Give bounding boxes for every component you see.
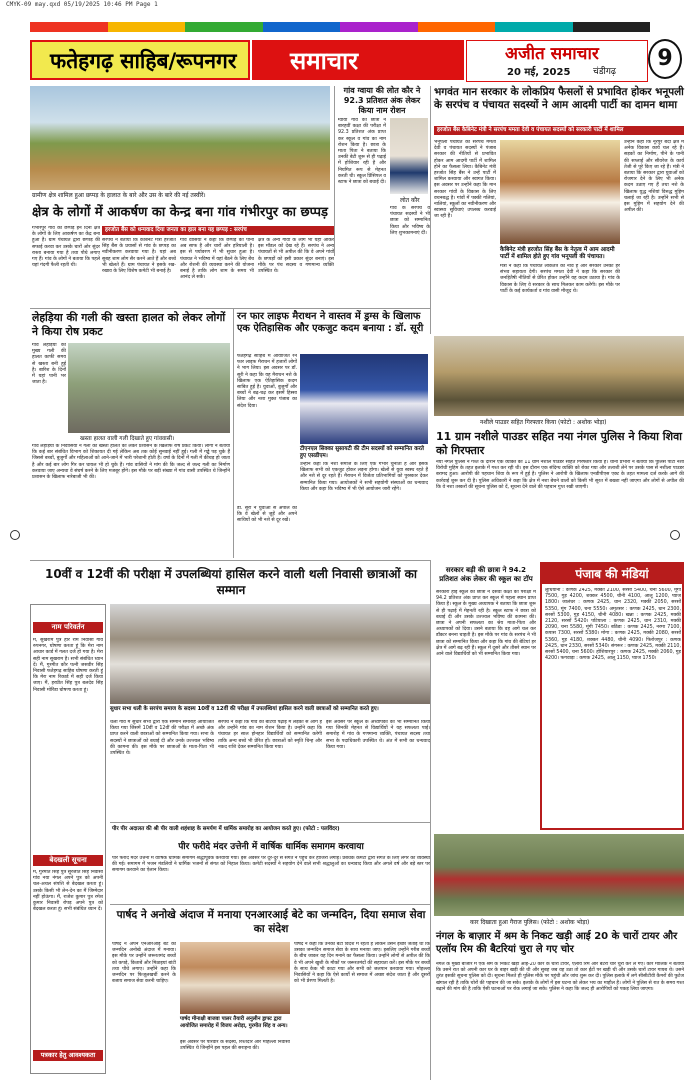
village-subhead: हरजोत बैंस को धन्यवाद दिया जनता का हाल बना यह छप्पड़ : सरपंच bbox=[102, 226, 334, 235]
village-body-4: क्षेत्र के अन्य गांवों के लोग भी यहां आकर इस मॉडल को देख रहे हैं। सरपंच ने अन्य पंचायतों से भी अपील की कि वे अपने गांवों के छप्पड़ों को इसी प्रकार सुंदर बनाएं। इस मौके पर पंच सदस्य व गणमान्य व्यक्ति उपस्थित थे। bbox=[258, 238, 334, 275]
street-caption: खस्ता हालत वाली गली दिखाते हुए गांववासी। bbox=[80, 436, 175, 442]
temple-headline: पीर फरीदे मंदर उत्तेनी में वार्षिक धार्मिक समागम करवाया bbox=[178, 842, 364, 852]
sports-photo bbox=[300, 354, 428, 444]
village-headline: क्षेत्र के लोगों में आकर्षण का केन्द्र बना गांव गंभीरपुर का छप्पड़ bbox=[32, 205, 328, 220]
village-body-2: सरपंच ने बताया कि कैबिनेट मंत्री हरजोत सिंह बैंस के प्रयासों से गांव के छप्पड़ का नवीनीकरण करवाया गया है। यहां अब सुबह शाम लोग सैर करने आते हैं और बच्चे भी खेलते हैं। ग्राम पंचायत ने इसके रख-रखाव के लिए विशेष कमेटी भी बनाई है। bbox=[102, 238, 176, 275]
students-body-2: सरपंच ने कहा कि गांव की बेटियां पढ़ाई में लड़कों से आगे हैं और उन्होंने गांव का नाम रोशन किया है। उन्होंने कहा कि पंचायत हर साल होनहार विद्यार्थियों को सम्मानित करेगी ताकि अन्य बच्चे भी प्रेरित हों। छात्राओं को स्मृति चिन्ह और नकद राशि देकर सम्मानित किया गया। bbox=[218, 720, 322, 750]
students-caption: सुधार सभा थली के सरपंच समाज के सदस्य 10वीं व 12वीं की परीक्षा में उपलब्धियां हासिल करने वाली छात्राओं को सम्मानित करते हुए। bbox=[110, 706, 379, 712]
ad-name-change-body: मैं, सुखराम पुत्र हरि राम निवासी गांव रुपनगर, घोषणा करता हूं कि मेरा नाम आधार कार्ड में गलत दर्ज हो गया है। मेरा सही नाम सुखराम है। सभी संबंधित ध्यान दें। मैं, गुरमीत कौर पत्नी जसवीर सिंह निवासी फतेहगढ़ साहिब घोषणा करती हूं कि मेरा नाम रिकार्ड में सही दर्ज किया जाए। मैं, हरप्रीत सिंह पुत्र बलदेव सिंह निवासी मोरिंडा घोषणा करता हूं। bbox=[33, 638, 103, 693]
students-headline: 10वीं व 12वीं की परीक्षा में उपलब्धियां हासिल करने वाली थली निवासी छात्राओं का सम्मान bbox=[44, 567, 417, 597]
sports-headline: रन फार लाइफ मैराथन ने वास्तव में ड्रग्स के खिलाफ एक ऐतिहासिक और एकजुट कदम बनाया : डॉ. सूरी bbox=[237, 311, 424, 335]
topper-headline: गांव ग्वाया की लोत कौर ने 92.3 प्रतिशत अंक लेकर किया नाम रोशन bbox=[343, 86, 421, 115]
temple-caption: पीर पीर अदालत की श्री पीर वाली शहंशाह के समर्पण में धार्मिक समारोह का आयोजन करते हुए। (फोटो : पलविंदर) bbox=[112, 826, 340, 832]
school-body: सरकारी हाई स्कूल की छात्रा ने दसवीं कक्षा की परीक्षा में 94.2 प्रतिशत अंक प्राप्त कर स्कूल में पहला स्थान प्राप्त किया है। स्कूल के मुख्य अध्यापक ने बताया कि छात्रा शुरू से ही पढ़ाई में मेहनती रही है। स्कूल स्टाफ ने छात्रा को बधाई दी और उसके उज्ज्वल भविष्य की कामना की। छात्रा ने अपनी सफलता का श्रेय माता-पिता और अध्यापकों को दिया। उसने बताया कि वह आगे चल कर डॉक्टर बनना चाहती है। इस मौके पर गांव के सरपंच ने भी छात्रा को सम्मानित किया और कहा कि गांव की बेटियां हर क्षेत्र में आगे बढ़ रही हैं। स्कूल में दूसरे और तीसरे स्थान पर आने वाले विद्यार्थियों को भी सम्मानित किया गया। bbox=[436, 590, 536, 658]
party-body-3: पार्षद ने कहा कि उनका बेटा विदेश में रहता है लेकिन उसने इच्छा जताई थी कि उसका जन्मदिन समाज सेवा के साथ मनाया जाए। इसलिए उन्होंने गरीब बच्चों के बीच जाकर यह दिन मनाने का फैसला किया। उन्होंने लोगों से अपील की कि वे भी अपने खुशी के मौकों पर जरूरतमंदों की सहायता करें। इस मौके पर बच्चों के साथ केक भी काटा गया और सभी को जलपान करवाया गया। मोहल्ला निवासियों ने कहा कि ऐसे कार्यों से समाज में अच्छा संदेश जाता है और दूसरों को भी प्रेरणा मिलती है। bbox=[294, 942, 430, 985]
topper-caption: लोत कौर bbox=[400, 197, 420, 204]
street-body-2: गांव लेहड़िया के निवासियों ने गली की खस्ता हालत को लेकर प्रशासन के खिलाफ रोष प्रकट किया। लोगों ने बताया कि कई बार संबंधित विभाग को शिकायत दी गई लेकिन अब तक कोई सुनवाई नहीं हुई। गली में गड्ढे पड़ चुके हैं जिससे बच्चों, बुजुर्गों और महिलाओं को आने-जाने में भारी परेशानी होती है। वर्षा के दिनों में गली में कीचड़ हो जाता है और कई बार लोग गिर कर घायल भी हो चुके हैं। गांव वासियों ने मांग की कि जल्द से जल्द गली का निर्माण करवाया जाए अन्यथा वे संघर्ष करने के लिए मजबूर होंगे। इस मौके पर बड़ी संख्या में गांव वासी उपस्थित थे जिन्होंने प्रशासन के खिलाफ नारेबाजी भी की। bbox=[32, 444, 230, 481]
ad-name-change-title: नाम परिवर्तन bbox=[33, 622, 103, 633]
section-name: समाचार bbox=[290, 47, 359, 75]
brand-name: अजीत समाचार bbox=[505, 44, 599, 64]
aap-subhead: हरजोत बैंस कैबिनेट मंत्री ने सरपंच ममता देवी व पंचायत सदस्यों को सरकारी पार्टी में शामिल bbox=[434, 126, 684, 135]
page-number: 9 bbox=[648, 39, 682, 79]
students-body-3: इस अवसर पर स्कूल के अध्यापकों को भी सम्मानित किया गया जिनकी मेहनत से विद्यार्थियों ने यह सफलता पाई। समारोह में गांव के गणमान्य व्यक्ति, पंचायत सदस्य तथा सभा के पदाधिकारी उपस्थित थे। अंत में सभी का धन्यवाद किया गया। bbox=[326, 720, 430, 750]
street-photo bbox=[68, 343, 230, 433]
aap-body-3: उन्होंने कहा कि नूरपुर बेदी क्षेत्र में अनेक विकास कार्य चल रहे हैं। सड़कों का निर्माण, पीने के पानी की सप्लाई और सीवरेज के कार्य तेजी से पूरे किए जा रहे हैं। मंत्री ने बताया कि सरकार द्वारा युवाओं को रोजगार देने के लिए भी अनेक कदम उठाए गए हैं तथा नशे के खिलाफ युद्ध नशियां विरुद्ध मुहिम चलाई जा रही है। उन्होंने सभी से इस मुहिम में सहयोग देने की अपील की। bbox=[624, 140, 684, 214]
party-body-2: इस अवसर पर परिवार के सदस्य, रिश्तेदार और मोहल्ला निवासी उपस्थित थे जिन्होंने इस पहल की सराहना की। bbox=[180, 1040, 290, 1052]
mandi-body: लुधियाना : कणक 2425, मक्की 2100, सरसों 5400, चना 5600, मूंगी 7500, गुड़ 4200, शक्कर 4500, चीनी 4100, आलू 1200, प्याज 1800। जालंधर : कणक 2425, धान 2320, मक्की 2050, सरसों 5350, मूंग 7400, चना 5550। अमृतसर : कणक 2425, धान 2300, सरसों 5300, गुड़ 4150, चीनी 4080। खन्ना : कणक 2425, मक्की 2120, सरसों 5420। पटियाला : कणक 2425, धान 2310, मक्की 2090, चना 5580, मूंगी 7450। बठिंडा : कणक 2425, नरमा 7100, कपास 7300, सरसों 5380। मोगा : कणक 2425, मक्की 2080, सरसों 5360, गुड़ 4180, शक्कर 4480, चीनी 4090। फिरोजपुर : कणक 2425, धान 2330, सरसों 5340। संगरूर : कणक 2425, मक्की 2110, सरसों 5400, चना 5600। होशियारपुर : कणक 2425, मक्की 2060, गुड़ 4200। फगवाड़ा : कणक 2425, आलू 1150, प्याज 1750। bbox=[545, 588, 681, 662]
street-body-1: गांव लेहड़िया की मुख्य गली की हालत काफी समय से खस्ता बनी हुई है। बारिश के दिनों में यहां पानी भर जाता है। bbox=[32, 343, 66, 386]
school-headline: सरकार बड़ी की छात्रा ने 94.2 प्रतिशत अंक लेकर की स्कूल का टॉप bbox=[439, 566, 533, 583]
registration-mark-left bbox=[10, 530, 20, 540]
aap-body-1: भनूपली पंचायत की सरपंच ममता देवी व पंचायत सदस्यों ने पंजाब सरकार की नीतियों से प्रभावित होकर आम आदमी पार्टी में शामिल होने का फैसला लिया। कैबिनेट मंत्री हरजोत सिंह बैंस ने उन्हें पार्टी में शामिल करवाया और स्वागत किया। इस अवसर पर उन्होंने कहा कि मान सरकार गांवों के विकास के लिए वचनबद्ध है। गांवों में पक्की गलियां, नालियां, स्कूलों का नवीनीकरण और स्वास्थ्य सुविधाएं उपलब्ध करवाई जा रही हैं। bbox=[434, 140, 496, 220]
sports-body-3: डॉ. सूरी ने युवाओं से अपील की कि वे खेलों से जुड़ें और अपने साथियों को भी नशे से दूर रखें। bbox=[237, 506, 297, 524]
region-name: फतेहगढ़ साहिब/रूपनगर bbox=[50, 49, 237, 73]
village-pond-photo bbox=[30, 86, 330, 190]
aap-group-photo bbox=[500, 140, 620, 244]
aap-caption: कैबिनेट मंत्री हरजोत सिंह बैंस के नेतृत्व में आम आदमी पार्टी में शामिल होते हुए गांव भनूपली की पंचायत। bbox=[500, 247, 615, 260]
students-photo bbox=[110, 604, 430, 704]
party-headline: पार्षद ने अनोखे अंदाज में मनाया एनआरआई बेटे का जन्मदिन, दिया समाज सेवा का संदेश bbox=[116, 909, 426, 935]
masthead bbox=[30, 38, 682, 82]
car-caption: कार दिखाता हुआ गैराज पुलिस। (फोटो : अशोक भोड़ा) bbox=[470, 919, 590, 926]
village-body-3: गांव वासियों ने कहा कि छप्पड़ का पानी अब साफ है और चारों ओर हरियाली है। इस से पर्यावरण में भी सुधार हुआ है। पंचायत ने भविष्य में यहां बैठने के लिए बेंच और रोशनी की व्यवस्था करने की योजना बनाई है ताकि लोग शाम के समय भी आनंद ले सकें। bbox=[180, 238, 254, 281]
police-headline: 11 ग्राम नशीले पाउडर सहित नया नंगल पुलिस ने किया शिवा को गिरफ्तार bbox=[436, 430, 683, 457]
sports-body-1: फतेहगढ़ साहिब में आयोजित रन फार लाइफ मैराथन में हजारों लोगों ने भाग लिया। इस अवसर पर डॉ. सूरी ने कहा कि यह मैराथन नशे के खिलाफ एक ऐतिहासिक कदम साबित हुई है। युवाओं, बुजुर्गों और बच्चों ने बढ़-चढ़ कर इसमें हिस्सा लिया और नशा मुक्त पंजाब का संदेश दिया। bbox=[237, 354, 297, 409]
edition-city: चंडीगढ़ bbox=[593, 67, 616, 77]
ad-eviction-title: बेदखली सूचना bbox=[33, 855, 103, 866]
sports-body-2: उन्होंने कहा कि नशा समाज के लिए एक गंभीर चुनौती है और इसके खिलाफ सभी को एकजुट होकर लड़ना होगा। खेलों से युवा स्वस्थ रहते हैं और नशे से दूर रहते हैं। मैराथन में विजेता प्रतिभागियों को पुरस्कार देकर सम्मानित किया गया। आयोजकों ने सभी सहयोगी संस्थाओं का धन्यवाद किया और कहा कि भविष्य में भी ऐसे आयोजन जारी रहेंगे। bbox=[300, 462, 428, 492]
aap-body-2: मंत्री ने कहा कि पंचायतें लोकतंत्र की नींव हैं और सरकार उनको हर संभव सहायता देगी। सरपंच ममता देवी ने कहा कि सरकार की जनहितैषी नीतियों से प्रेरित होकर उन्होंने यह कदम उठाया है। गांव के विकास के लिए वे सरकार के साथ मिलकर काम करेंगी। इस मौके पर पार्टी के कई कार्यकर्ता व गांव वासी मौजूद थे। bbox=[500, 264, 620, 294]
car-headline: नंगल के बाज़ार में श्रम के निकट खड़ी आई 20 के चारों टायर और एलॉय रिम की बैटरियां चुरा ले गए चोर bbox=[436, 931, 678, 955]
aap-headline: भगवंत मान सरकार के लोकप्रिय फैसलों से प्रभावित होकर भनूपली के सरपंच व पंचायत सदस्यों ने आम आदमी पार्टी का दामन थामा bbox=[434, 86, 684, 111]
print-line: CMYK-09 may.qxd 05/19/2025 10:46 PM Page 1 bbox=[6, 1, 158, 8]
section-banner bbox=[252, 40, 464, 80]
car-photo bbox=[434, 834, 684, 916]
village-body-1: गंभीरपुर गांव का छप्पड़ इन दिनों क्षेत्र के लोगों के लिए आकर्षण का केंद्र बना हुआ है। ग्राम पंचायत द्वारा छप्पड़ की सफाई करवा कर उसके चारों ओर सुंदर रास्ता बनाया गया है तथा पौधे लगाए गए हैं। गांव के लोगों ने बताया कि पहले यहां गंदगी फैली रहती थी। bbox=[32, 226, 100, 269]
police-body: नया नंगल पुलिस ने गश्त के दौरान एक व्यक्ति को 11 ग्राम नशीले पाउडर सहित गिरफ्तार किया है। थाना प्रभारी ने बताया कि पुलिस पार्टी नशा विरोधी मुहिम के तहत इलाके में गश्त कर रही थी। इस दौरान एक संदिग्ध व्यक्ति को रोका गया और तलाशी लेने पर उसके पास से नशीला पाउडर बरामद हुआ। आरोपी की पहचान शिवा के रूप में हुई है। पुलिस ने आरोपी के खिलाफ एनडीपीएस एक्ट के तहत मामला दर्ज करके आगे की कार्रवाई शुरू कर दी है। पुलिस अधिकारी ने कहा कि क्षेत्र में नशा बेचने वालों को किसी भी सूरत में बख्शा नहीं जाएगा और लोगों से अपील की कि वे नशा तस्करों की सूचना पुलिस को दें, सूचना देने वाले की पहचान गुप्त रखी जाएगी। bbox=[436, 460, 684, 490]
car-body: नंगल के मुख्य बाजार में एक श्रम के निकट खड़ी आई-20 कार के चारों टायर, एलॉय रिम और बैटरी चोर चुरा कर ले गए। कार मालिक ने बताया कि उसने रात को अपनी कार घर के बाहर खड़ी की थी और सुबह जब वह उठा तो कार ईंटों पर खड़ी थी और उसके चारों टायर गायब थे। उसने तुरंत इसकी सूचना पुलिस को दी। सूचना मिलते ही पुलिस मौके पर पहुंची और जांच शुरू कर दी। पुलिस इलाके में लगे सीसीटीवी कैमरों की फुटेज खंगाल रही है ताकि चोरों की पहचान की जा सके। इलाके के लोगों में इस घटना को लेकर भय का माहौल है। लोगों ने पुलिस से रात के समय गश्त बढ़ाने की मांग की है ताकि ऐसी घटनाओं पर रोक लगाई जा सके। पुलिस ने कहा कि जल्द ही आरोपियों को पकड़ लिया जाएगा। bbox=[436, 962, 684, 992]
party-body-1: पार्षद ने अपने एनआरआई बेटे का जन्मदिन अनोखे अंदाज में मनाया। इस मौके पर उन्होंने जरूरतमंद बच्चों को कपड़े, किताबें और मिठाइयां बांटी तथा पौधे लगाए। उन्होंने कहा कि जन्मदिन पर फिजूलखर्ची करने के बजाय समाज सेवा करनी चाहिए। bbox=[112, 942, 176, 985]
party-photo bbox=[180, 942, 290, 1014]
issue-date: 20 मई, 2025 bbox=[507, 67, 571, 78]
ad-reporter-title: पत्रकार हेतु आवश्यकता bbox=[33, 1050, 103, 1061]
ad-eviction-body: मैं, गुरमीत सिंह पुत्र सुरजीत सिंह निवासी गांव नया नंगल अपने पुत्र को अपनी चल-अचल संपत्ति से बेदखल करता हूं। उसके किसी भी लेन-देन का मैं जिम्मेदार नहीं होऊंगा। मैं, राजेश कुमार पुत्र रमेश कुमार निवासी रोपड़ अपने पुत्र को बेदखल करता हूं। सभी संबंधित ध्यान दें। bbox=[33, 870, 103, 913]
police-caption: नशीले पाउडर सहित गिरफ्तार किया (फोटो : अशोक भोड़ा) bbox=[480, 419, 607, 426]
temple-body: पीर फरीदे मंदर उत्तेनी में वार्षिक धार्मिक समागम श्रद्धापूर्वक करवाया गया। इस अवसर पर दूर-दूर से संगत ने पहुंच कर हाजिरी लगाई। प्रबंधक कमेटी द्वारा संगत के लिए लंगर की व्यवस्था की गई। समागम में भजन मंडलियों ने धार्मिक भजनों से संगत को निहाल किया। कमेटी सदस्यों ने सहयोग देने वाले सभी श्रद्धालुओं का धन्यवाद किया और अगले वर्ष और बड़े स्तर पर समागम करवाने का ऐलान किया। bbox=[112, 856, 430, 874]
topper-body-2: गांव के सरपंच व पंचायत सदस्यों ने भी छात्रा को सम्मानित किया और भविष्य के लिए शुभकामनाएं दीं। bbox=[390, 206, 430, 236]
topper-photo bbox=[390, 118, 428, 194]
students-body-1: थली गांव में सुधार सभा द्वारा एक सम्मान समारोह आयोजित किया गया जिसमें 10वीं व 12वीं की परीक्षा में अच्छे अंक प्राप्त करने वाली छात्राओं को सम्मानित किया गया। सभा के सदस्यों ने छात्राओं को बधाई दी और उनके उज्ज्वल भविष्य की कामना की। इस मौके पर छात्राओं के माता-पिता भी उपस्थित थे। bbox=[110, 720, 214, 757]
street-headline: लेहड़िया की गली की खस्ता हालत को लेकर लोगों ने किया रोष प्रकट bbox=[32, 311, 226, 338]
color-stripe bbox=[30, 22, 650, 32]
police-photo bbox=[434, 336, 684, 416]
party-caption: पार्षद मीनाक्षी बाजवा पालर तैयारी अनुलीन ड्राफ्ट द्वारा आयोजित समारोह में विजय अरोड़ा, गुरमीत सिंह व अन्य। bbox=[180, 1016, 288, 1029]
mandi-title: पंजाब की मंडियां bbox=[542, 564, 682, 584]
village-pond-caption: ग्रामीण क्षेत्र शामिल हुआ छप्पड़ के हालात के बारे और उस के बारे की नई तस्वीरें। bbox=[32, 192, 206, 199]
sports-caption: टीएनएल सिक्का सुसायटी की टीम सदस्यों को सम्मानित करते हुए एसडीएम। bbox=[300, 446, 424, 459]
brand-box bbox=[466, 40, 648, 82]
topper-body: ग्वाया गांव की छात्रा ने बारहवीं कक्षा की परीक्षा में 92.3 प्रतिशत अंक प्राप्त कर स्कूल व गांव का नाम रोशन किया है। छात्रा के माता पिता ने बताया कि उनकी बेटी शुरू से ही पढ़ाई में होशियार रही है और नियमित रूप से मेहनत करती थी। स्कूल प्रिंसिपल व स्टाफ ने छात्रा को बधाई दी। bbox=[338, 118, 386, 186]
region-banner bbox=[30, 40, 250, 80]
